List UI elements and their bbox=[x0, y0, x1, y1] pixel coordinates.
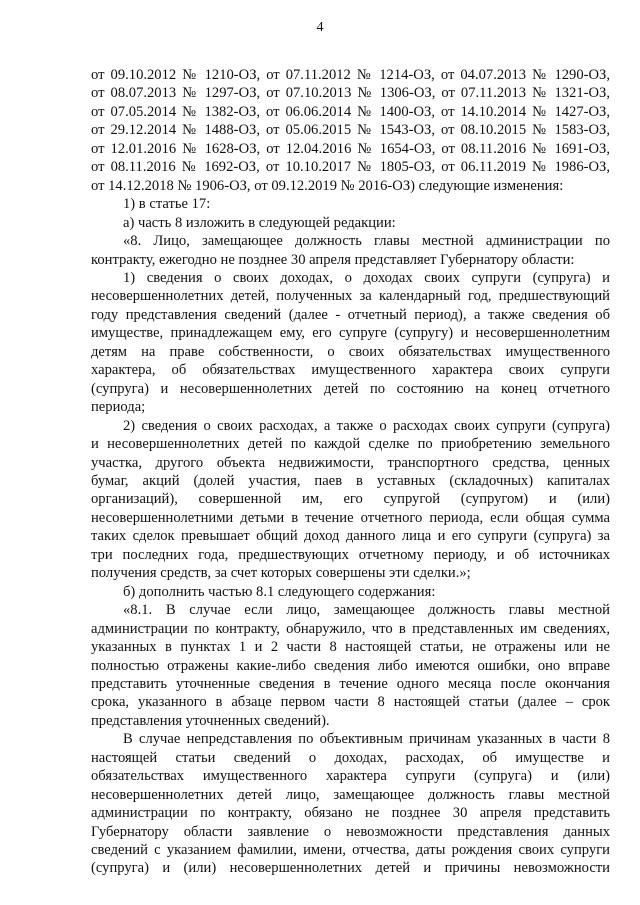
text-line: представить уточненные сведения в течение одного месяца после окончания bbox=[91, 675, 610, 692]
text-line: детям на праве собственности, о своих обязательствах имущественного bbox=[91, 343, 610, 360]
text-line: обязательствах имущественного характера супруги (супруга) и (или) bbox=[91, 768, 610, 785]
text-line: от 08.11.2016 № 1692-ОЗ, от 10.10.2017 № 1805-ОЗ, от 06.11.2019 № 1986-ОЗ, bbox=[91, 159, 610, 176]
text-line: несовершеннолетними детьми в течение отчетного периода, если общая сумма bbox=[91, 509, 610, 526]
text-line: полностью отражены какие-либо сведения либо имеются ошибки, оно вправе bbox=[91, 657, 610, 674]
list-item: б) дополнить частью 8.1 следующего содержания: bbox=[123, 583, 436, 600]
text-line: и несовершеннолетних детей по каждой сделке по приобретению земельного bbox=[91, 436, 610, 453]
text-line: администрации по контракту, обязано не позднее 30 апреля представить bbox=[91, 805, 610, 822]
text-line: имуществе, принадлежащем ему, его супруге (супругу) и несовершеннолетним bbox=[91, 325, 610, 342]
text-line: участка, другого объекта недвижимости, транспортного средства, ценных bbox=[91, 454, 610, 471]
text-line: «8. Лицо, замещающее должность главы местной администрации по bbox=[123, 233, 610, 250]
text-line: сведений с указанием фамилии, имени, отчества, даты рождения своих супруги bbox=[91, 842, 610, 859]
text-line: настоящей статьи сведений о доходах, расходах, об имуществе и bbox=[91, 749, 610, 766]
text-line: от 12.01.2016 № 1628-ОЗ, от 12.04.2016 № 1654-ОЗ, от 08.11.2016 № 1691-ОЗ, bbox=[91, 140, 610, 157]
list-item: 1) в статье 17: bbox=[123, 196, 211, 213]
text-line: от 08.07.2013 № 1297-ОЗ, от 07.10.2013 № 1306-ОЗ, от 07.11.2013 № 1321-ОЗ, bbox=[91, 85, 610, 102]
text-line: 2) сведения о своих расходах, а также о расходах своих супруги (супруга) bbox=[123, 417, 610, 434]
text-line: несовершеннолетних детей, полученных за календарный год, предшествующий bbox=[91, 288, 610, 305]
text-line: представления уточненных сведений). bbox=[91, 712, 330, 729]
text-line: от 14.12.2018 № 1906-ОЗ, от 09.12.2019 № 2016-ОЗ) следующие изменения: bbox=[91, 177, 564, 194]
text-line: администрации по контракту, обнаружило, что в представленных им сведениях, bbox=[91, 620, 610, 637]
text-line: от 29.12.2014 № 1488-ОЗ, от 05.06.2015 № 1543-ОЗ, от 08.10.2015 № 1583-ОЗ, bbox=[91, 122, 610, 139]
text-line: периода; bbox=[91, 399, 146, 416]
text-line: указанных в пунктах 1 и 2 части 8 настоящей статьи, не отражены или не bbox=[91, 639, 610, 656]
text-line: «8.1. В случае если лицо, замещающее должность главы местной bbox=[123, 602, 610, 619]
text-line: от 09.10.2012 № 1210-ОЗ, от 07.11.2012 № 1214-ОЗ, от 04.07.2013 № 1290-ОЗ, bbox=[91, 67, 610, 83]
text-line: таких сделок превышает общий доход данного лица и его супруги (супруга) за bbox=[91, 528, 610, 545]
text-line: бумаг, акций (долей участия, паев в уставных (складочных) капиталах bbox=[91, 472, 610, 489]
text-line: характера, об обязательствах имущественного характера своих супруги bbox=[91, 362, 610, 379]
page-number: 4 bbox=[316, 20, 324, 35]
text-line: (супруга) и (или) несовершеннолетних детей и причины невозможности bbox=[91, 860, 610, 877]
list-item: а) часть 8 изложить в следующей редакции: bbox=[123, 214, 396, 231]
text-line: Губернатору области заявление о невозможности представления данных bbox=[91, 823, 610, 840]
text-line: три последних года, предшествующих отчетному периоду, и об источниках bbox=[91, 546, 610, 563]
text-line: контракту, ежегодно не позднее 30 апреля представляет Губернатору области: bbox=[91, 251, 575, 268]
text-line: 1) сведения о своих доходах, о доходах своих супруги (супруга) и bbox=[123, 269, 610, 286]
text-line: несовершеннолетних детей лицо, замещающее должность главы местной bbox=[91, 786, 610, 803]
text-line: В случае непредставления по объективным причинам указанных в части 8 bbox=[123, 731, 610, 748]
text-line: году представления сведений (далее - отчетный период), а также сведения об bbox=[91, 306, 610, 323]
text-line: организаций), совершенной им, его супругой (супругом) и (или) bbox=[91, 491, 610, 508]
document-body bbox=[91, 66, 610, 878]
text-line: получения средств, за счет которых совершены эти сделки.»; bbox=[91, 565, 471, 582]
text-line: срока, указанного в абзаце первом части 8 настоящей статьи (далее – срок bbox=[91, 694, 610, 711]
text-line: от 07.05.2014 № 1382-ОЗ, от 06.06.2014 № 1400-ОЗ, от 14.10.2014 № 1427-ОЗ, bbox=[91, 103, 610, 120]
text-line: (супруга) и несовершеннолетних детей по состоянию на конец отчетного bbox=[91, 380, 610, 397]
